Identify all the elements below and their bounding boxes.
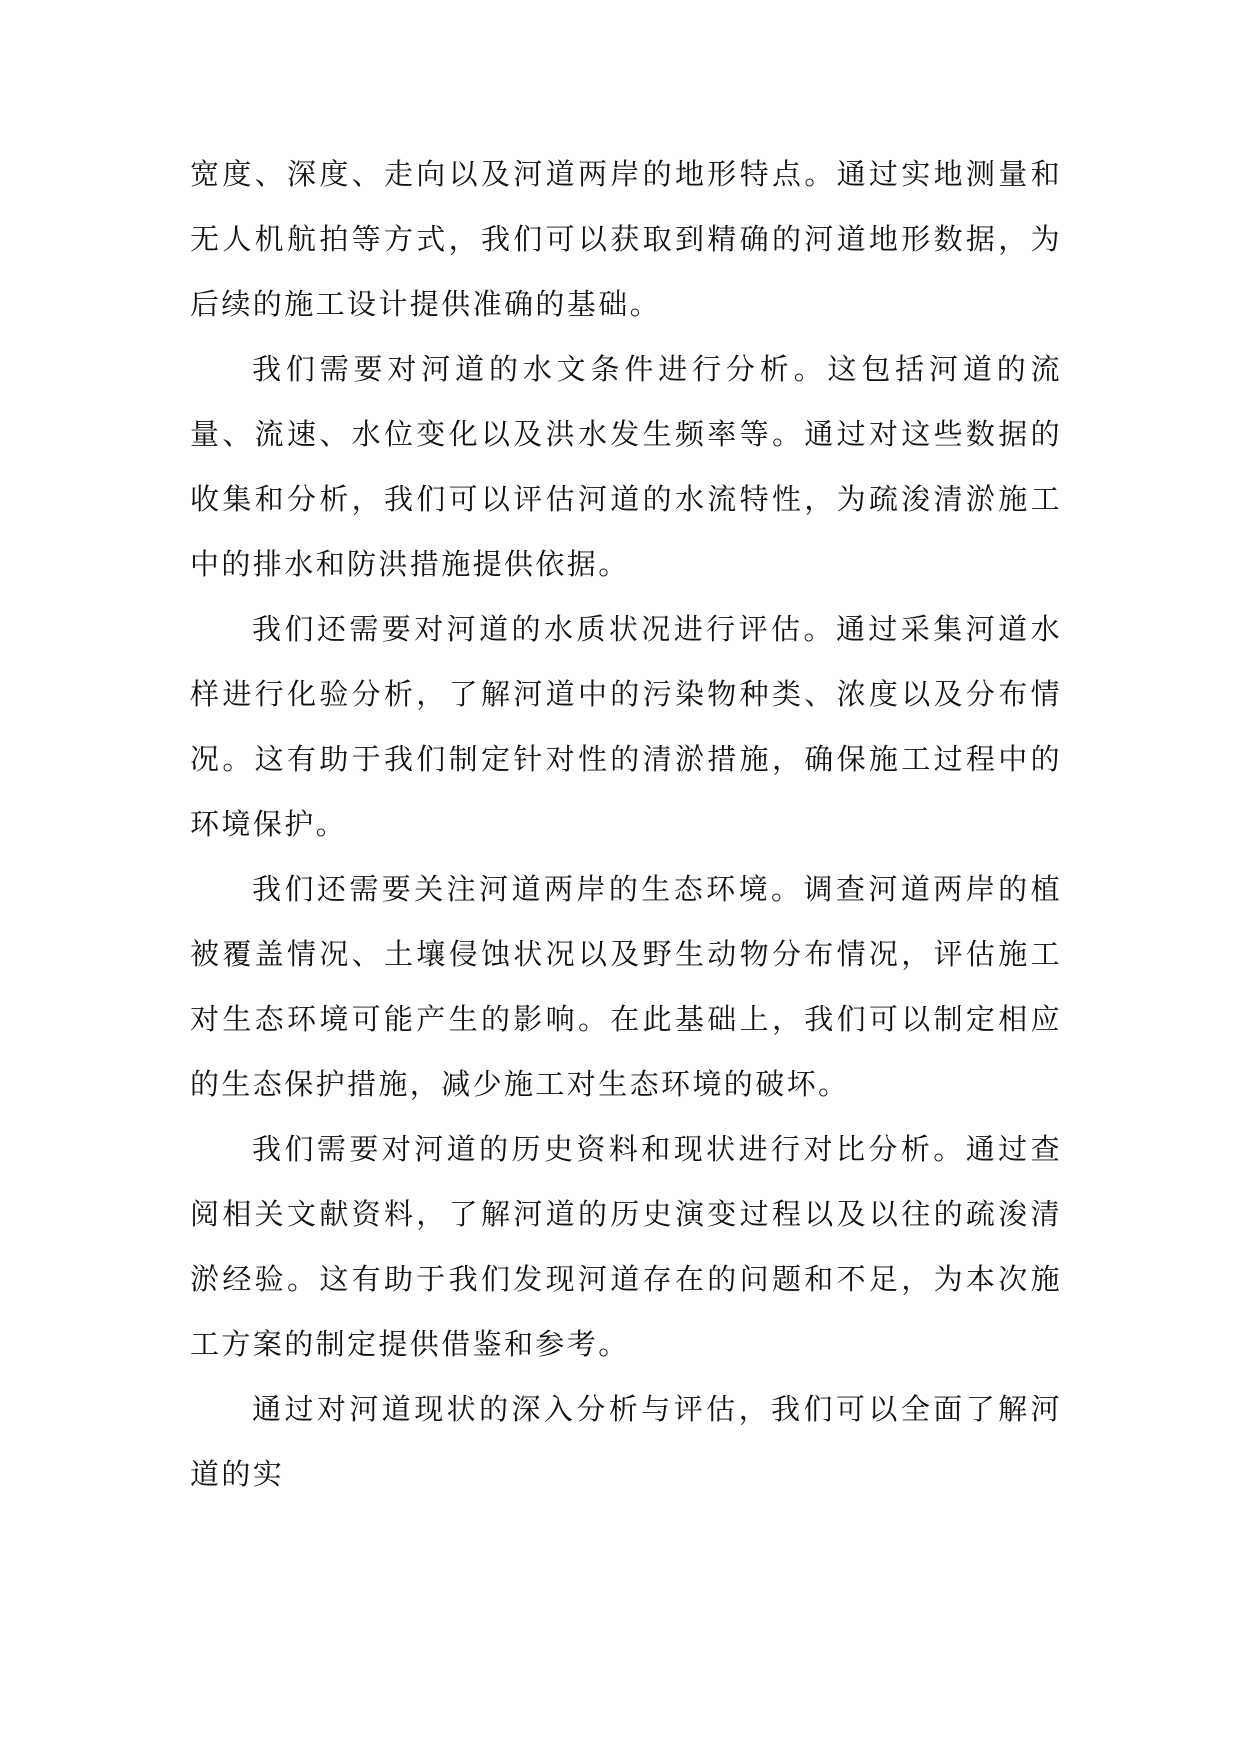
paragraph-4: 我们还需要关注河道两岸的生态环境。调查河道两岸的植被覆盖情况、土壤侵蚀状况以及野生动物分布情况，评估施工对生态环境可能产生的影响。在此基础上，我们可以制定相应的生态保护措施，减少施工对生态环境的破坏。 <box>190 872 1062 1101</box>
paragraph-3: 我们还需要对河道的水质状况进行评估。通过采集河道水样进行化验分析，了解河道中的污染物种类、浓度以及分布情况。这有助于我们制定针对性的清淤措施，确保施工过程中的环境保护。 <box>190 612 1062 841</box>
paragraph-1: 宽度、深度、走向以及河道两岸的地形特点。通过实地测量和无人机航拍等方式，我们可以获取到精确的河道地形数据，为后续的施工设计提供准确的基础。 <box>190 157 1062 321</box>
paragraph-5: 我们需要对河道的历史资料和现状进行对比分析。通过查阅相关文献资料，了解河道的历史演变过程以及以往的疏浚清淤经验。这有助于我们发现河道存在的问题和不足，为本次施工方案的制定提供借鉴和参考。 <box>190 1132 1062 1361</box>
document-body <box>190 142 1062 1507</box>
paragraph-6: 通过对河道现状的深入分析与评估，我们可以全面了解河道的实 <box>190 1392 1062 1491</box>
paragraph-2: 我们需要对河道的水文条件进行分析。这包括河道的流量、流速、水位变化以及洪水发生频率等。通过对这些数据的收集和分析，我们可以评估河道的水流特性，为疏浚清淤施工中的排水和防洪措施提供依据。 <box>190 352 1062 581</box>
